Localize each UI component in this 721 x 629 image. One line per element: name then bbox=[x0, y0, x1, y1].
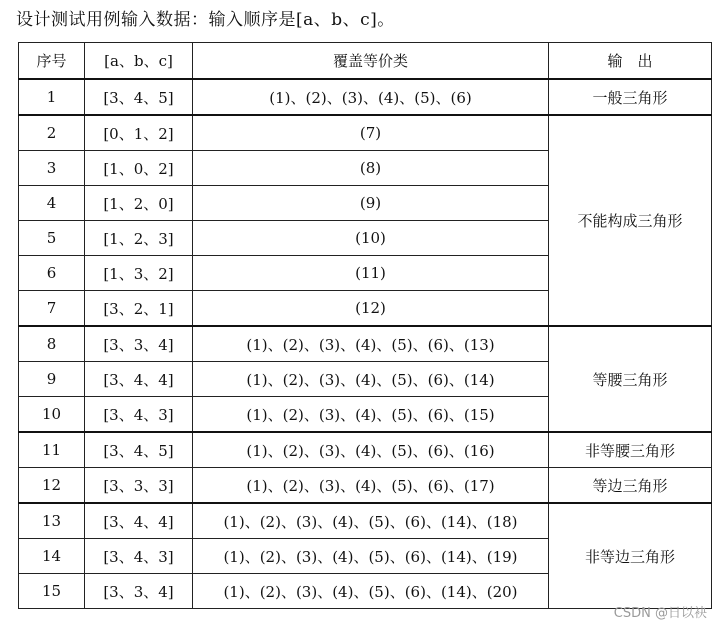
cell-no: 2 bbox=[19, 115, 85, 151]
table-row bbox=[19, 79, 712, 115]
cell-cover: (9) bbox=[193, 186, 549, 221]
cell-no: 9 bbox=[19, 362, 85, 397]
cell-abc: [3、2、1] bbox=[85, 291, 193, 327]
cell-abc: [3、3、4] bbox=[85, 574, 193, 609]
cell-output: 等边三角形 bbox=[549, 468, 712, 504]
cell-no: 10 bbox=[19, 397, 85, 433]
cell-cover: (12) bbox=[193, 291, 549, 327]
cell-cover: (1)、(2)、(3)、(4)、(5)、(6) bbox=[193, 79, 549, 115]
cell-cover: (1)、(2)、(3)、(4)、(5)、(6)、(13) bbox=[193, 326, 549, 362]
cell-abc: [1、0、2] bbox=[85, 151, 193, 186]
cell-no: 5 bbox=[19, 221, 85, 256]
header-cover: 覆盖等价类 bbox=[193, 43, 549, 80]
cell-cover: (1)、(2)、(3)、(4)、(5)、(6)、(14) bbox=[193, 362, 549, 397]
cell-abc: [3、4、5] bbox=[85, 432, 193, 468]
cell-cover: (11) bbox=[193, 256, 549, 291]
cell-output: 非等边三角形 bbox=[549, 503, 712, 609]
cell-output: 等腰三角形 bbox=[549, 326, 712, 432]
table-row bbox=[19, 432, 712, 468]
cell-abc: [3、4、3] bbox=[85, 539, 193, 574]
cell-no: 1 bbox=[19, 79, 85, 115]
cell-no: 6 bbox=[19, 256, 85, 291]
table-row bbox=[19, 326, 712, 362]
table-header-row bbox=[19, 43, 712, 80]
header-abc: [a、b、c] bbox=[85, 43, 193, 80]
test-case-table bbox=[18, 42, 712, 609]
cell-abc: [3、4、5] bbox=[85, 79, 193, 115]
watermark: CSDN @日以袂 bbox=[613, 606, 707, 621]
cell-abc: [1、3、2] bbox=[85, 256, 193, 291]
cell-no: 12 bbox=[19, 468, 85, 504]
cell-cover: (7) bbox=[193, 115, 549, 151]
cell-abc: [3、3、4] bbox=[85, 326, 193, 362]
cell-abc: [3、4、4] bbox=[85, 362, 193, 397]
cell-cover: (1)、(2)、(3)、(4)、(5)、(6)、(15) bbox=[193, 397, 549, 433]
cell-no: 15 bbox=[19, 574, 85, 609]
table-row bbox=[19, 468, 712, 504]
table-row bbox=[19, 115, 712, 151]
cell-no: 14 bbox=[19, 539, 85, 574]
table-row bbox=[19, 503, 712, 539]
cell-cover: (10) bbox=[193, 221, 549, 256]
cell-abc: [1、2、0] bbox=[85, 186, 193, 221]
cell-no: 11 bbox=[19, 432, 85, 468]
cell-cover: (1)、(2)、(3)、(4)、(5)、(6)、(17) bbox=[193, 468, 549, 504]
page-title: 设计测试用例输入数据：输入顺序是[a、b、c]。 bbox=[16, 10, 395, 30]
header-output: 输 出 bbox=[549, 43, 712, 80]
cell-no: 4 bbox=[19, 186, 85, 221]
cell-cover: (8) bbox=[193, 151, 549, 186]
cell-output: 一般三角形 bbox=[549, 79, 712, 115]
cell-abc: [0、1、2] bbox=[85, 115, 193, 151]
cell-abc: [3、4、4] bbox=[85, 503, 193, 539]
cell-no: 13 bbox=[19, 503, 85, 539]
cell-abc: [1、2、3] bbox=[85, 221, 193, 256]
header-no: 序号 bbox=[19, 43, 85, 80]
cell-no: 3 bbox=[19, 151, 85, 186]
cell-output: 非等腰三角形 bbox=[549, 432, 712, 468]
cell-abc: [3、4、3] bbox=[85, 397, 193, 433]
cell-cover: (1)、(2)、(3)、(4)、(5)、(6)、(14)、(19) bbox=[193, 539, 549, 574]
cell-no: 8 bbox=[19, 326, 85, 362]
cell-output: 不能构成三角形 bbox=[549, 115, 712, 326]
cell-cover: (1)、(2)、(3)、(4)、(5)、(6)、(14)、(18) bbox=[193, 503, 549, 539]
cell-cover: (1)、(2)、(3)、(4)、(5)、(6)、(16) bbox=[193, 432, 549, 468]
cell-cover: (1)、(2)、(3)、(4)、(5)、(6)、(14)、(20) bbox=[193, 574, 549, 609]
cell-no: 7 bbox=[19, 291, 85, 327]
cell-abc: [3、3、3] bbox=[85, 468, 193, 504]
